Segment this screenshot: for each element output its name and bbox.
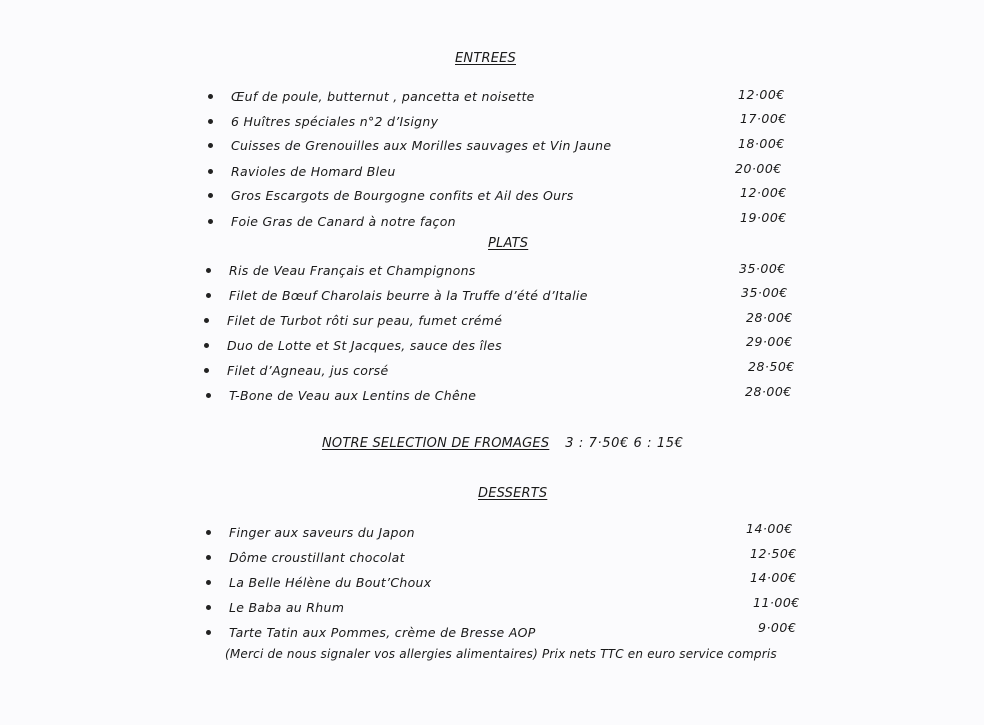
bullet-icon [208, 193, 213, 198]
dessert-name: Tarte Tatin aux Pommes, crème de Bresse AOP [229, 625, 536, 640]
plat-name: Ris de Veau Français et Champignons [229, 263, 476, 278]
plat-item [204, 313, 502, 328]
plat-item [206, 288, 588, 303]
dessert-name: La Belle Hélène du Bout’Choux [229, 575, 432, 590]
bullet-icon [204, 368, 209, 373]
plat-name: Filet de Turbot rôti sur peau, fumet crémé [227, 313, 503, 328]
footer-note: (Merci de nous signaler vos allergies alimentaires) Prix nets TTC en euro service compris [225, 647, 777, 661]
dessert-price: 11·00€ [753, 595, 800, 610]
entree-item [208, 114, 438, 129]
entree-price: 19·00€ [740, 210, 787, 225]
bullet-icon [206, 580, 211, 585]
entree-price: 12·00€ [738, 87, 785, 102]
dessert-name: Le Baba au Rhum [229, 600, 345, 615]
bullet-icon [206, 530, 211, 535]
entree-name: Œuf de poule, butternut , pancetta et noisette [231, 89, 535, 104]
dessert-name: Finger aux saveurs du Japon [229, 525, 415, 540]
dessert-item [206, 625, 536, 640]
entree-item [208, 188, 574, 203]
bullet-icon [206, 393, 211, 398]
bullet-icon [206, 555, 211, 560]
plats-heading: PLATS [488, 236, 529, 251]
entree-name: 6 Huîtres spéciales n°2 d’Isigny [231, 114, 439, 129]
plat-price: 28·00€ [745, 384, 792, 399]
plat-price: 28·00€ [746, 310, 793, 325]
dessert-price: 14·00€ [746, 521, 793, 536]
dessert-item [206, 575, 431, 590]
dessert-price: 14·00€ [750, 570, 797, 585]
bullet-icon [208, 169, 213, 174]
bullet-icon [204, 343, 209, 348]
bullet-icon [204, 318, 209, 323]
plat-price: 29·00€ [746, 334, 793, 349]
entree-item [208, 138, 611, 153]
entrees-heading: ENTREES [455, 51, 516, 66]
dessert-price: 12·50€ [750, 546, 797, 561]
entree-price: 12·00€ [740, 185, 787, 200]
dessert-item [206, 525, 415, 540]
entree-item [208, 164, 396, 179]
dessert-item [206, 600, 344, 615]
dessert-price: 9·00€ [758, 620, 797, 635]
entree-name: Ravioles de Homard Bleu [231, 164, 396, 179]
bullet-icon [208, 119, 213, 124]
bullet-icon [206, 268, 211, 273]
entree-name: Foie Gras de Canard à notre façon [231, 214, 456, 229]
entree-item [208, 214, 456, 229]
bullet-icon [208, 143, 213, 148]
plat-name: T-Bone de Veau aux Lentins de Chêne [229, 388, 477, 403]
plat-item [206, 263, 476, 278]
fromages-line [322, 436, 684, 451]
entree-item [208, 89, 535, 104]
entree-price: 20·00€ [735, 161, 782, 176]
entree-name: Gros Escargots de Bourgogne confits et Ail des Ours [231, 188, 574, 203]
entree-name: Cuisses de Grenouilles aux Morilles sauvages et Vin Jaune [231, 138, 612, 153]
dessert-name: Dôme croustillant chocolat [229, 550, 405, 565]
bullet-icon [208, 219, 213, 224]
bullet-icon [206, 630, 211, 635]
plat-price: 28·50€ [748, 359, 795, 374]
entree-price: 17·00€ [740, 111, 787, 126]
desserts-heading: DESSERTS [478, 486, 548, 501]
plat-price: 35·00€ [741, 285, 788, 300]
plat-name: Duo de Lotte et St Jacques, sauce des îles [227, 338, 502, 353]
fromages-heading: NOTRE SELECTION DE FROMAGES [322, 436, 550, 451]
plat-item [204, 338, 502, 353]
plat-item [204, 363, 388, 378]
plat-item [206, 388, 476, 403]
bullet-icon [206, 605, 211, 610]
fromages-price: 3 : 7·50€ 6 : 15€ [565, 436, 684, 451]
plat-name: Filet d’Agneau, jus corsé [227, 363, 389, 378]
plat-price: 35·00€ [739, 261, 786, 276]
entree-price: 18·00€ [738, 136, 785, 151]
bullet-icon [206, 293, 211, 298]
bullet-icon [208, 94, 213, 99]
dessert-item [206, 550, 405, 565]
plat-name: Filet de Bœuf Charolais beurre à la Truffe d’été d’Italie [229, 288, 588, 303]
